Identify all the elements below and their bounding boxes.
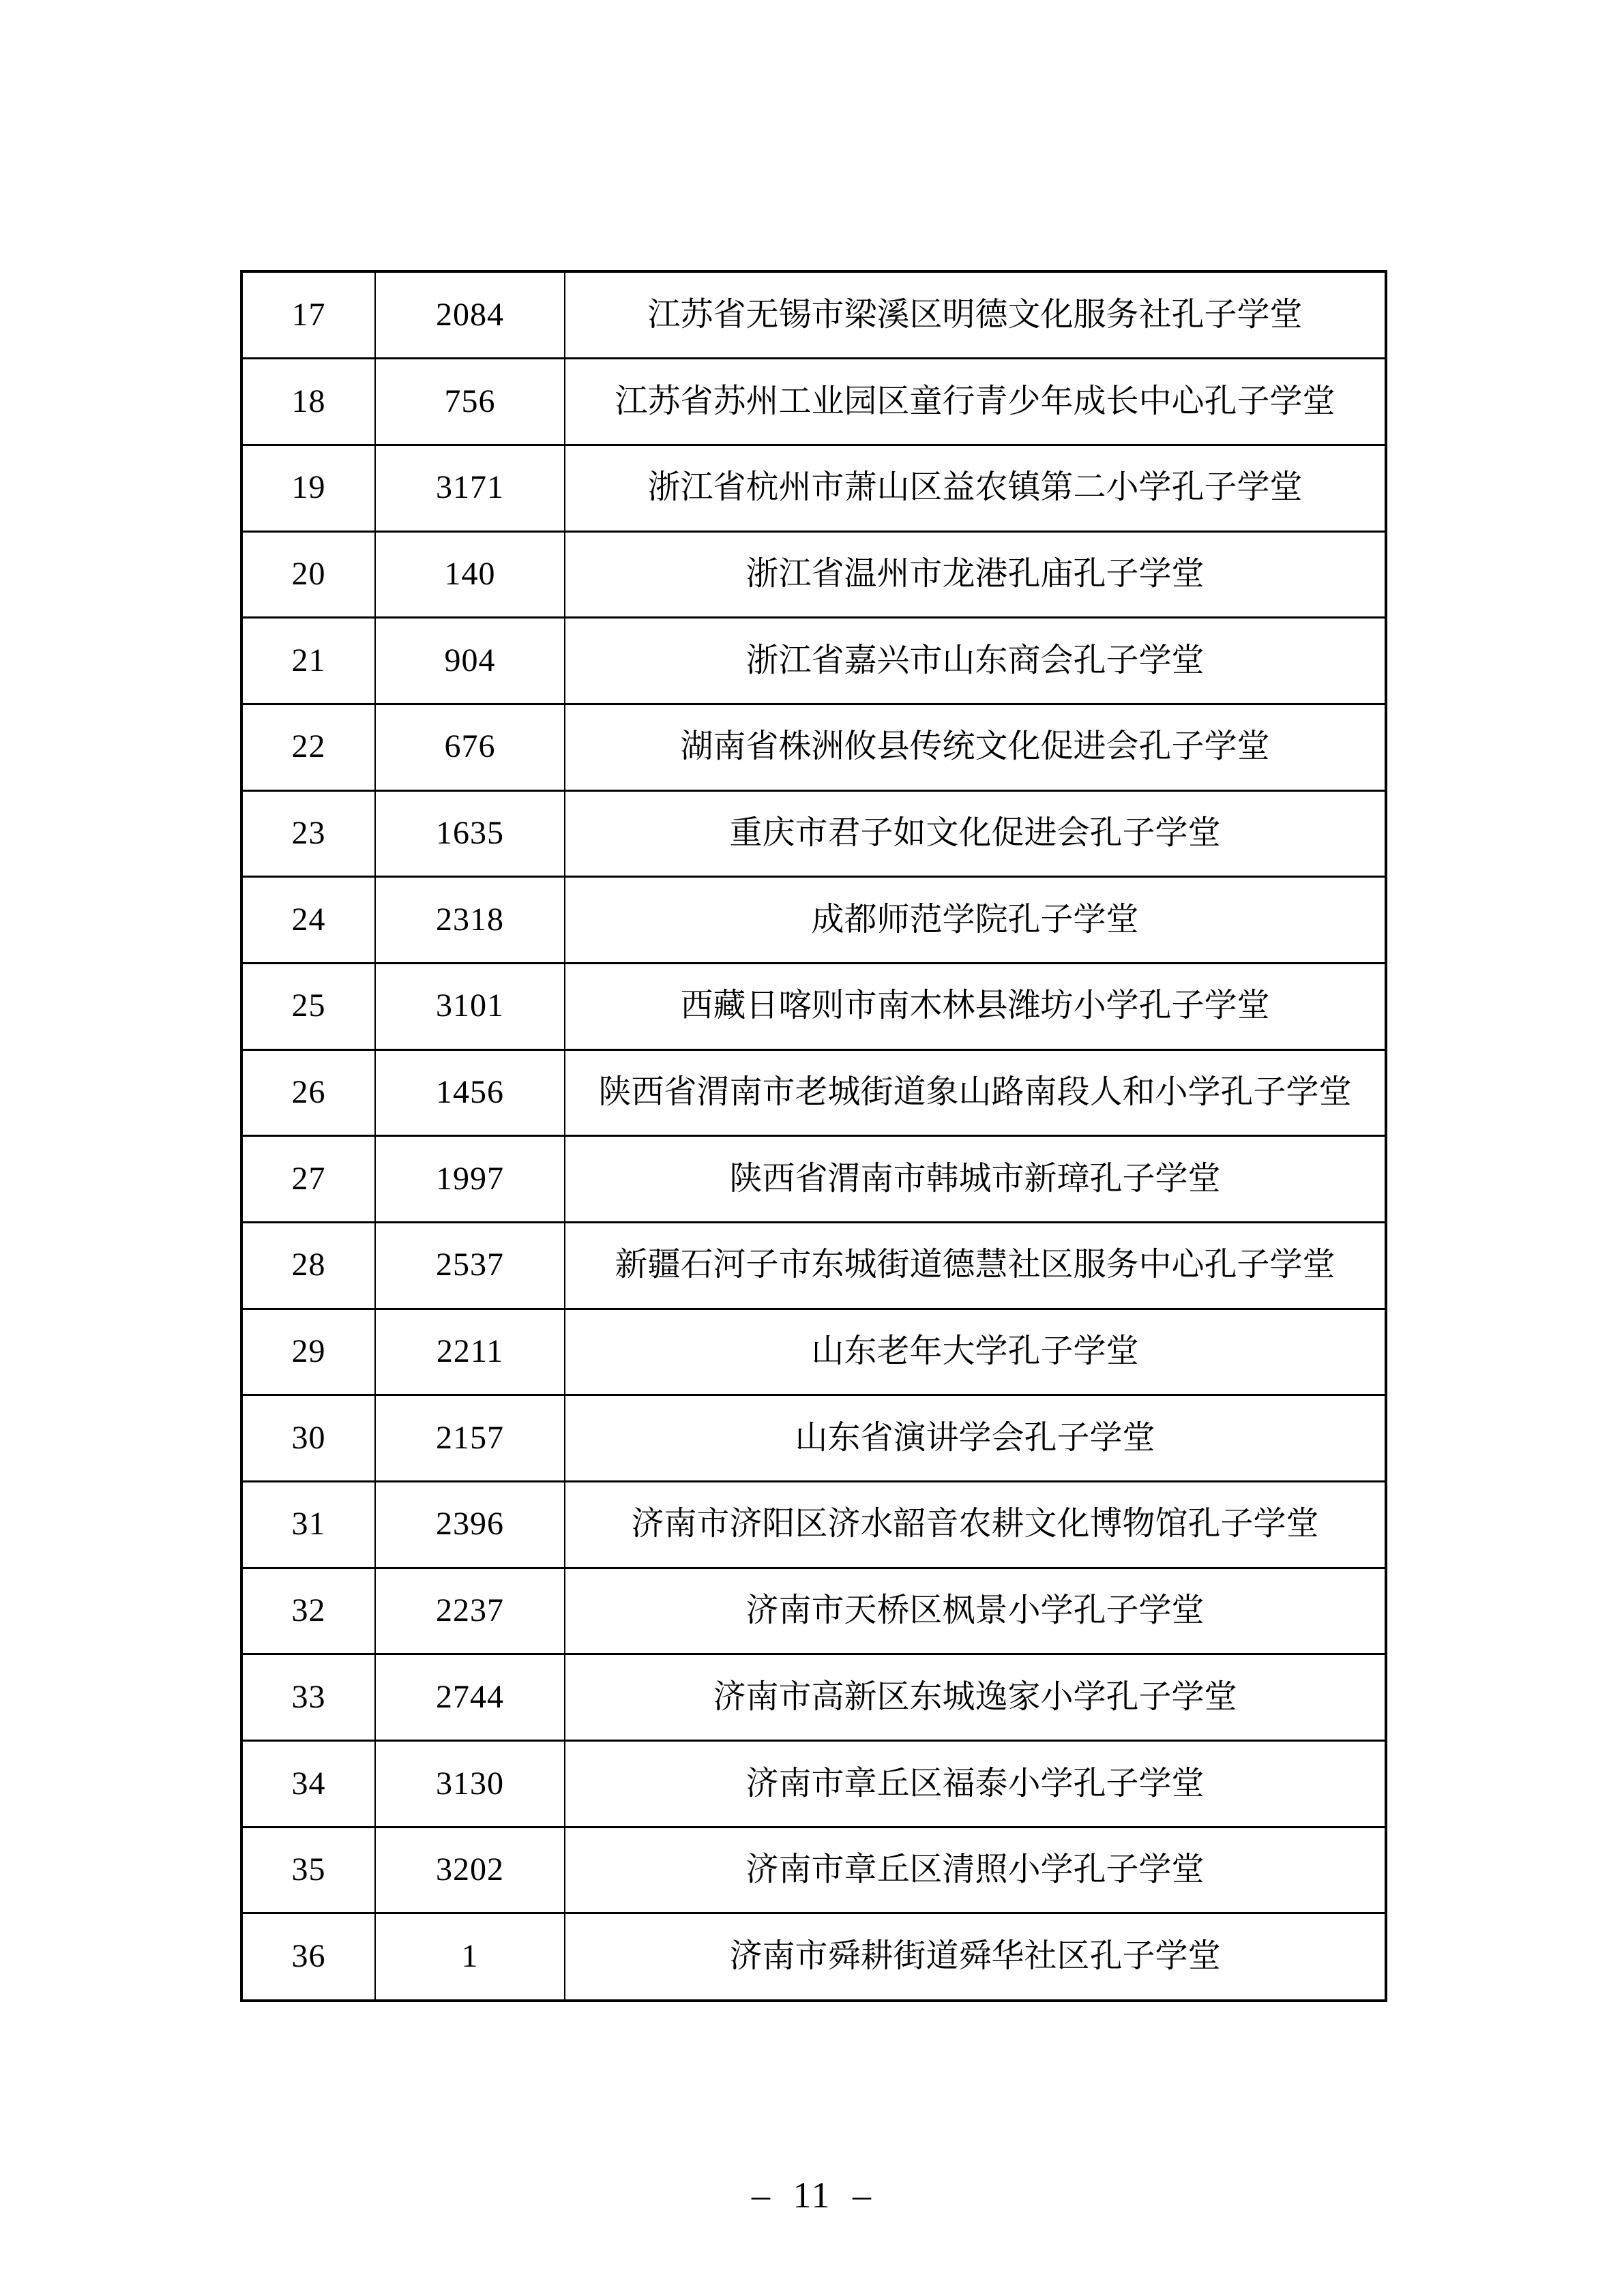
cell-registration-id: 3101 xyxy=(375,964,565,1050)
cell-registration-id: 2237 xyxy=(375,1568,565,1654)
cell-academy-name: 西藏日喀则市南木林县潍坊小学孔子学堂 xyxy=(565,964,1386,1050)
cell-serial-number: 33 xyxy=(241,1654,375,1741)
cell-registration-id: 1456 xyxy=(375,1049,565,1136)
cell-registration-id: 2157 xyxy=(375,1395,565,1482)
table-row xyxy=(241,1049,1386,1136)
table-row xyxy=(241,1136,1386,1223)
cell-academy-name: 济南市济阳区济水韶音农耕文化博物馆孔子学堂 xyxy=(565,1482,1386,1568)
cell-registration-id: 2318 xyxy=(375,877,565,964)
cell-registration-id: 3171 xyxy=(375,445,565,531)
table-row xyxy=(241,1568,1386,1654)
cell-registration-id: 676 xyxy=(375,704,565,791)
cell-academy-name: 济南市章丘区福泰小学孔子学堂 xyxy=(565,1741,1386,1828)
cell-serial-number: 26 xyxy=(241,1049,375,1136)
cell-registration-id: 1997 xyxy=(375,1136,565,1223)
cell-academy-name: 济南市高新区东城逸家小学孔子学堂 xyxy=(565,1654,1386,1741)
cell-registration-id: 904 xyxy=(375,618,565,704)
cell-serial-number: 31 xyxy=(241,1482,375,1568)
table-row xyxy=(241,531,1386,618)
cell-serial-number: 22 xyxy=(241,704,375,791)
table-row xyxy=(241,964,1386,1050)
cell-serial-number: 35 xyxy=(241,1827,375,1913)
table-row xyxy=(241,1654,1386,1741)
cell-registration-id: 2396 xyxy=(375,1482,565,1568)
page-number: – 11 – xyxy=(752,2175,872,2216)
cell-serial-number: 32 xyxy=(241,1568,375,1654)
cell-academy-name: 山东老年大学孔子学堂 xyxy=(565,1309,1386,1395)
cell-serial-number: 30 xyxy=(241,1395,375,1482)
table-row xyxy=(241,1309,1386,1395)
cell-academy-name: 陕西省渭南市老城街道象山路南段人和小学孔子学堂 xyxy=(565,1049,1386,1136)
cell-serial-number: 24 xyxy=(241,877,375,964)
cell-academy-name: 济南市天桥区枫景小学孔子学堂 xyxy=(565,1568,1386,1654)
table-row xyxy=(241,1913,1386,2001)
cell-academy-name: 江苏省苏州工业园区童行青少年成长中心孔子学堂 xyxy=(565,359,1386,445)
cell-registration-id: 1635 xyxy=(375,790,565,877)
cell-academy-name: 浙江省杭州市萧山区益农镇第二小学孔子学堂 xyxy=(565,445,1386,531)
table-row xyxy=(241,1223,1386,1309)
cell-academy-name: 湖南省株洲攸县传统文化促进会孔子学堂 xyxy=(565,704,1386,791)
cell-registration-id: 756 xyxy=(375,359,565,445)
cell-academy-name: 重庆市君子如文化促进会孔子学堂 xyxy=(565,790,1386,877)
academy-table xyxy=(240,270,1387,2002)
cell-academy-name: 浙江省嘉兴市山东商会孔子学堂 xyxy=(565,618,1386,704)
cell-serial-number: 20 xyxy=(241,531,375,618)
cell-serial-number: 29 xyxy=(241,1309,375,1395)
page-footer xyxy=(0,2173,1624,2218)
table-row xyxy=(241,1395,1386,1482)
cell-serial-number: 34 xyxy=(241,1741,375,1828)
cell-registration-id: 3202 xyxy=(375,1827,565,1913)
cell-academy-name: 新疆石河子市东城街道德慧社区服务中心孔子学堂 xyxy=(565,1223,1386,1309)
table-row xyxy=(241,618,1386,704)
cell-serial-number: 27 xyxy=(241,1136,375,1223)
cell-registration-id: 2084 xyxy=(375,271,565,359)
cell-registration-id: 3130 xyxy=(375,1741,565,1828)
cell-serial-number: 25 xyxy=(241,964,375,1050)
cell-academy-name: 济南市章丘区清照小学孔子学堂 xyxy=(565,1827,1386,1913)
table-row xyxy=(241,877,1386,964)
cell-academy-name: 江苏省无锡市梁溪区明德文化服务社孔子学堂 xyxy=(565,271,1386,359)
cell-serial-number: 18 xyxy=(241,359,375,445)
table-row xyxy=(241,271,1386,359)
cell-serial-number: 17 xyxy=(241,271,375,359)
cell-registration-id: 140 xyxy=(375,531,565,618)
table-row xyxy=(241,704,1386,791)
table-row xyxy=(241,1482,1386,1568)
cell-serial-number: 36 xyxy=(241,1913,375,2001)
cell-academy-name: 山东省演讲学会孔子学堂 xyxy=(565,1395,1386,1482)
table-row xyxy=(241,1827,1386,1913)
cell-serial-number: 21 xyxy=(241,618,375,704)
cell-registration-id: 1 xyxy=(375,1913,565,2001)
cell-academy-name: 济南市舜耕街道舜华社区孔子学堂 xyxy=(565,1913,1386,2001)
table-row xyxy=(241,359,1386,445)
table-row xyxy=(241,790,1386,877)
cell-serial-number: 23 xyxy=(241,790,375,877)
cell-registration-id: 2537 xyxy=(375,1223,565,1309)
cell-academy-name: 浙江省温州市龙港孔庙孔子学堂 xyxy=(565,531,1386,618)
cell-serial-number: 19 xyxy=(241,445,375,531)
table-row xyxy=(241,1741,1386,1828)
cell-academy-name: 陕西省渭南市韩城市新璋孔子学堂 xyxy=(565,1136,1386,1223)
cell-registration-id: 2211 xyxy=(375,1309,565,1395)
table-body xyxy=(241,271,1386,2001)
cell-registration-id: 2744 xyxy=(375,1654,565,1741)
cell-serial-number: 28 xyxy=(241,1223,375,1309)
cell-academy-name: 成都师范学院孔子学堂 xyxy=(565,877,1386,964)
table-row xyxy=(241,445,1386,531)
